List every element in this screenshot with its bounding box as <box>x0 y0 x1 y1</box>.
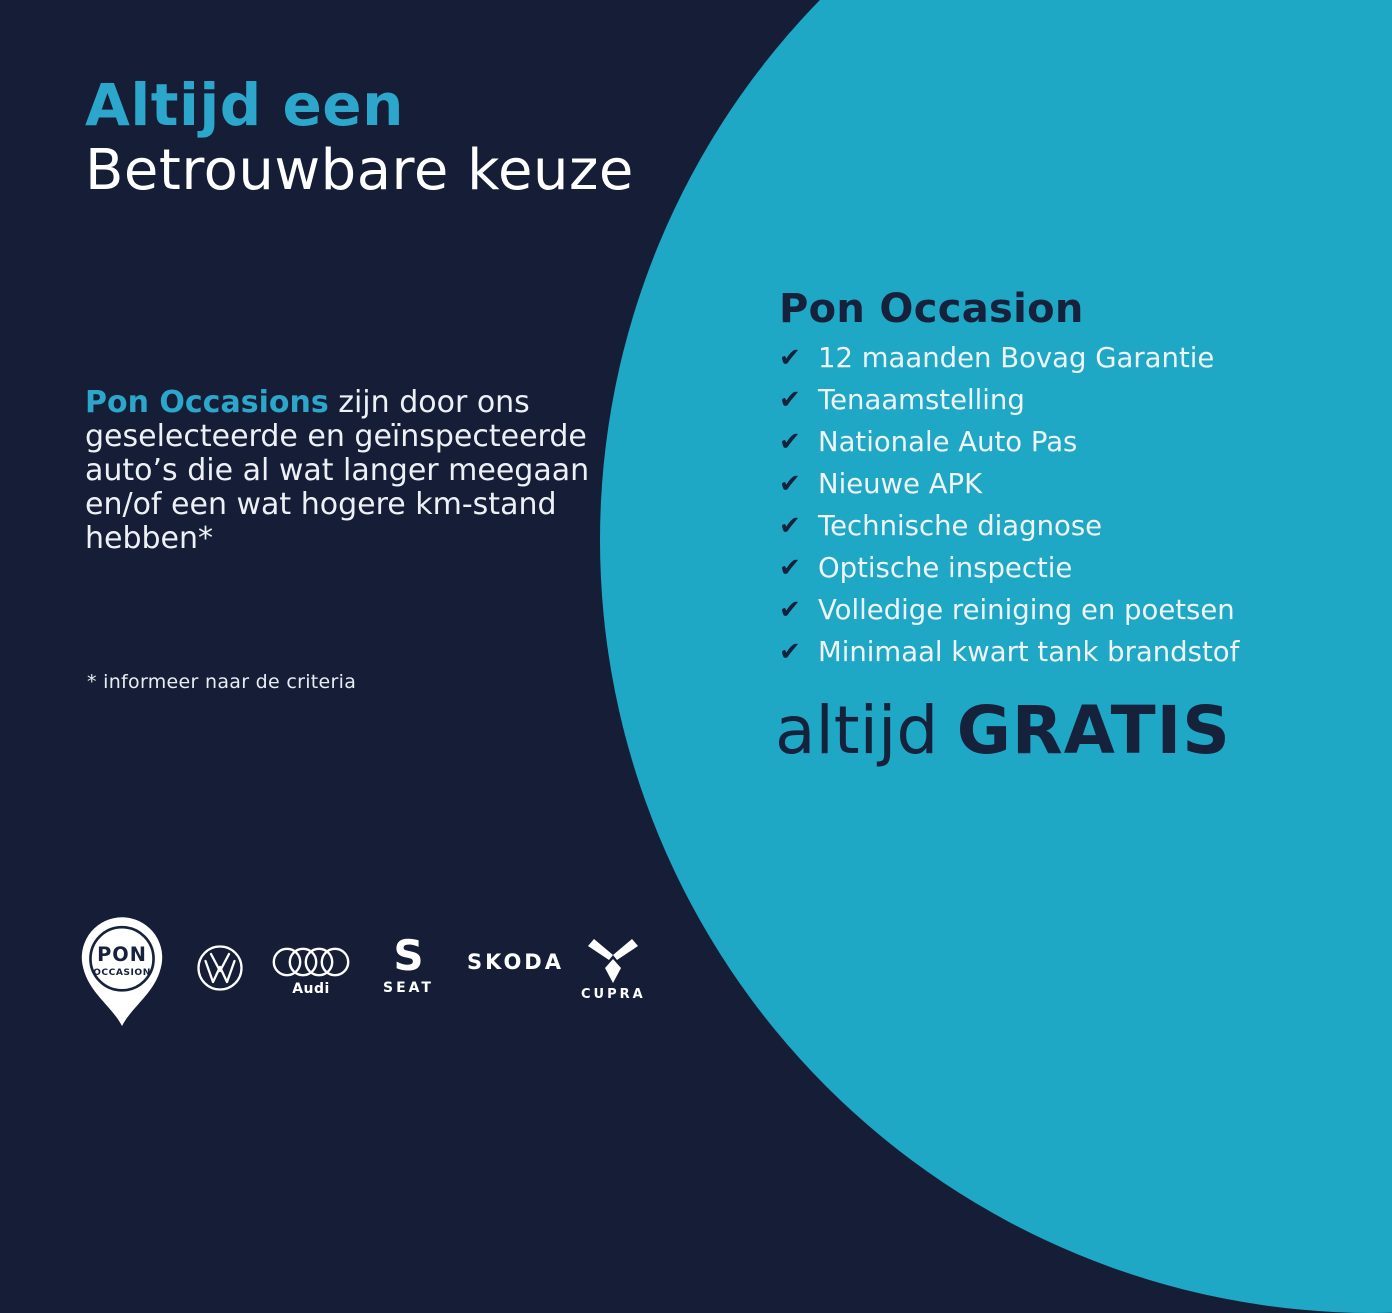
seat-logo-label: SEAT <box>383 980 434 996</box>
check-icon: ✔ <box>779 385 801 415</box>
check-icon: ✔ <box>779 469 801 499</box>
check-icon: ✔ <box>779 343 801 373</box>
benefit-label: 12 maanden Bovag Garantie <box>818 342 1215 374</box>
seat-logo <box>383 931 434 996</box>
check-icon: ✔ <box>779 595 801 625</box>
benefit-item <box>779 421 1239 463</box>
pon-logo-subtext: OCCASION <box>93 967 151 979</box>
intro-line-1-rest: zijn door ons <box>328 385 530 420</box>
check-icon: ✔ <box>779 427 801 457</box>
headline-accent-line: Altijd een <box>85 71 404 139</box>
benefit-label: Optische inspectie <box>818 552 1073 584</box>
benefit-label: Volledige reiniging en poetsen <box>818 594 1235 626</box>
headline <box>85 72 634 204</box>
audi-logo <box>272 946 350 997</box>
intro-paragraph <box>85 386 589 556</box>
skoda-logo <box>467 950 564 974</box>
benefit-label: Technische diagnose <box>818 510 1103 542</box>
intro-highlight: Pon Occasions <box>85 385 329 420</box>
benefit-item <box>779 631 1239 673</box>
audi-rings-icon <box>272 946 350 978</box>
pon-occasion-logo <box>76 914 168 1028</box>
benefits-list <box>779 337 1239 673</box>
intro-line-3: auto’s die al wat langer meegaan <box>85 453 590 488</box>
seat-s-icon: S <box>393 931 424 980</box>
tagline <box>775 692 1231 769</box>
benefit-label: Tenaamstelling <box>818 384 1025 416</box>
benefit-item <box>779 463 1239 505</box>
footnote: * informeer naar de criteria <box>87 671 357 693</box>
benefit-label: Nationale Auto Pas <box>818 426 1078 458</box>
intro-line-4: en/of een wat hogere km-stand <box>85 487 557 522</box>
offer-title: Pon Occasion <box>779 286 1084 332</box>
benefit-item <box>779 337 1239 379</box>
cupra-logo-label: CUPRA <box>581 987 646 1002</box>
tagline-normal: altijd <box>775 692 939 769</box>
benefit-label: Minimaal kwart tank brandstof <box>818 636 1240 668</box>
benefit-item <box>779 589 1239 631</box>
tagline-bold: GRATIS <box>956 692 1231 769</box>
pon-occasion-pin-icon <box>76 914 168 1028</box>
skoda-wordmark: SKODA <box>467 950 564 974</box>
cupra-logo <box>581 936 646 1002</box>
benefit-item <box>779 505 1239 547</box>
check-icon: ✔ <box>779 553 801 583</box>
audi-logo-label: Audi <box>292 981 330 997</box>
headline-main-line: Betrouwbare keuze <box>85 138 634 204</box>
check-icon: ✔ <box>779 637 801 667</box>
benefit-item <box>779 547 1239 589</box>
vw-logo-icon <box>196 944 244 992</box>
pon-logo-text: PON <box>97 942 147 966</box>
volkswagen-logo <box>196 944 244 992</box>
check-icon: ✔ <box>779 511 801 541</box>
cupra-emblem-icon <box>585 936 641 984</box>
intro-line-1 <box>85 386 589 420</box>
intro-line-2: geselecteerde en geïnspecteerde <box>85 419 587 454</box>
benefit-label: Nieuwe APK <box>818 468 983 500</box>
benefit-item <box>779 379 1239 421</box>
intro-line-5: hebben* <box>85 521 214 556</box>
